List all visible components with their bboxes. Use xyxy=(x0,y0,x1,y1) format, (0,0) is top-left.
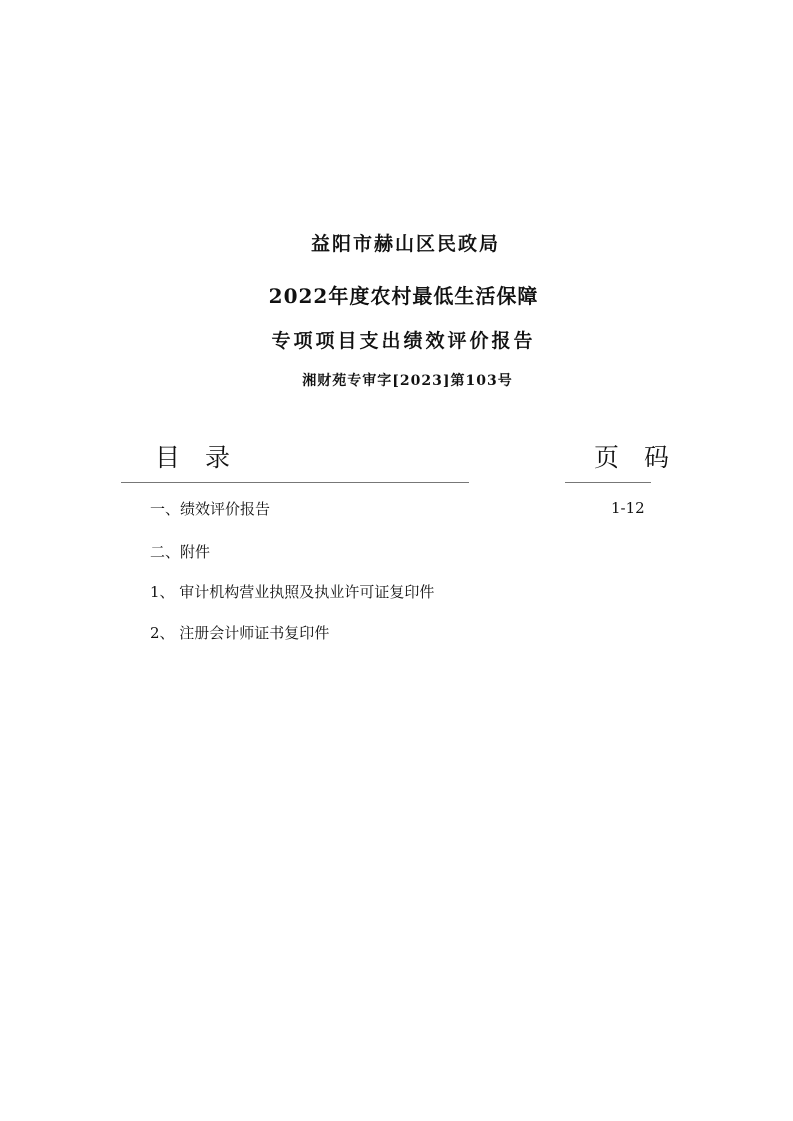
toc-divider-left xyxy=(121,482,469,483)
toc-item-business-license: 1、 审计机构营业执照及执业许可证复印件 xyxy=(150,583,435,601)
title-project: 2022年度农村最低生活保障 xyxy=(268,284,539,308)
title-organization: 益阳市赫山区民政局 xyxy=(310,233,500,255)
toc-divider-right xyxy=(565,482,651,483)
toc-item-page-range: 1-12 xyxy=(611,499,645,517)
title-report: 专项项目支出绩效评价报告 xyxy=(271,330,536,352)
toc-item-cpa-certificate: 2、 注册会计师证书复印件 xyxy=(150,624,330,642)
toc-heading-contents: 目 录 xyxy=(155,443,231,472)
toc-item-attachments: 二、附件 xyxy=(150,543,211,561)
toc-item-evaluation-report: 一、绩效评价报告 xyxy=(150,500,271,518)
document-number: 湘财苑专审字[2023]第103号 xyxy=(302,373,513,389)
toc-heading-page-number: 页 码 xyxy=(594,443,670,472)
